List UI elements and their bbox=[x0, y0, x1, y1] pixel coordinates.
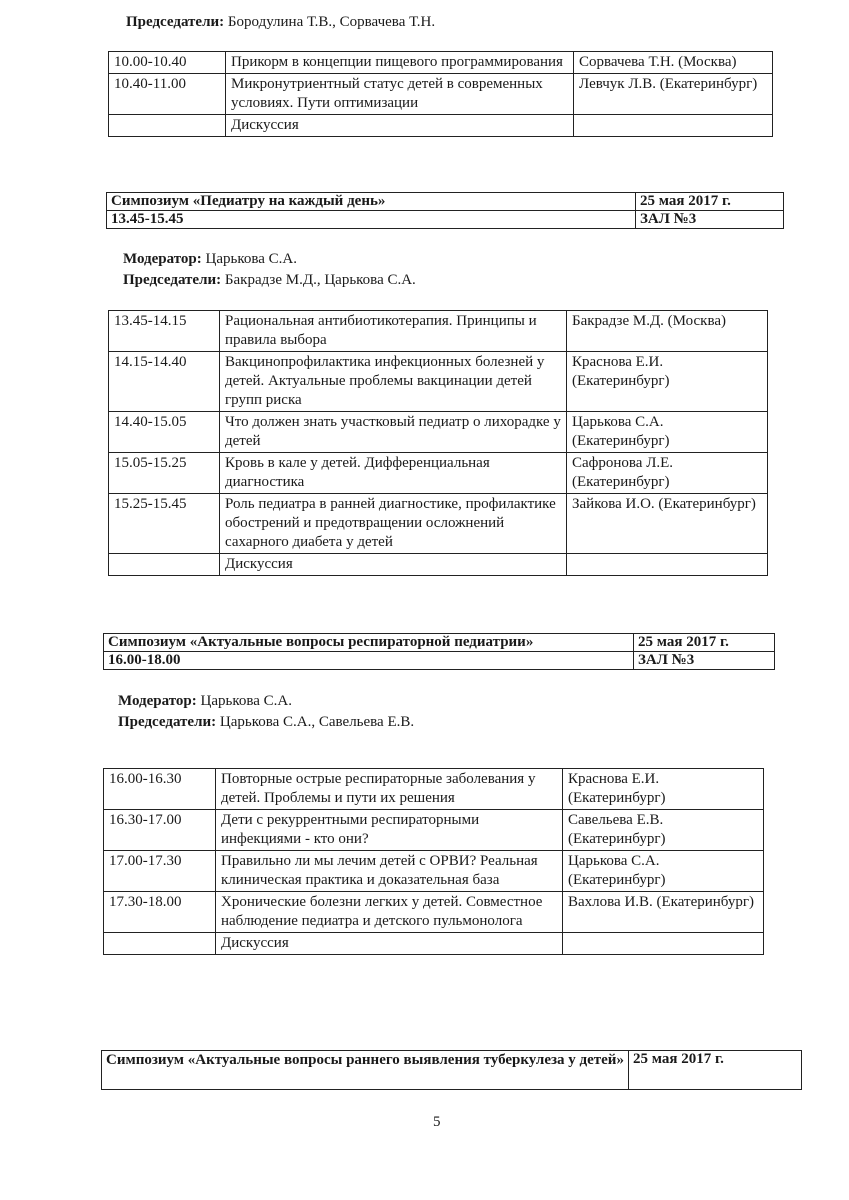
table-row bbox=[104, 892, 764, 933]
topic-cell: Кровь в кале у детей. Дифференциальная диагностика bbox=[220, 453, 567, 494]
symposium-title: Симпозиум «Педиатру на каждый день» bbox=[107, 193, 636, 211]
symposium-title: Симпозиум «Актуальные вопросы раннего выявления туберкулеза у детей» bbox=[102, 1051, 629, 1090]
speaker-cell: Вахлова И.В. (Екатеринбург) bbox=[563, 892, 764, 933]
program-table-2 bbox=[108, 310, 768, 576]
time-cell bbox=[109, 115, 226, 137]
topic-cell: Дискуссия bbox=[226, 115, 574, 137]
top-chairs-line bbox=[126, 13, 435, 32]
speaker-cell: Царькова С.А. (Екатеринбург) bbox=[563, 851, 764, 892]
speaker-cell bbox=[563, 933, 764, 955]
topic-cell: Вакцинопрофилактика инфекционных болезней у детей. Актуальные проблемы вакцинации детей групп риска bbox=[220, 352, 567, 412]
topic-cell: Дискуссия bbox=[216, 933, 563, 955]
moderator-line-2 bbox=[118, 692, 292, 711]
table-row bbox=[109, 74, 773, 115]
chairs-names: Бакрадзе М.Д., Царькова С.А. bbox=[224, 272, 416, 288]
topic-cell: Рациональная антибиотикотерапия. Принципы и правила выбора bbox=[220, 311, 567, 352]
moderator-label: Модератор: bbox=[123, 251, 202, 267]
symposium-date: 25 мая 2017 г. bbox=[629, 1051, 802, 1090]
speaker-cell: Сорвачева Т.Н. (Москва) bbox=[574, 52, 773, 74]
speaker-cell: Савельева Е.В. (Екатеринбург) bbox=[563, 810, 764, 851]
speaker-cell: Левчук Л.В. (Екатеринбург) bbox=[574, 74, 773, 115]
table-row bbox=[109, 412, 768, 453]
time-cell bbox=[104, 933, 216, 955]
table-row bbox=[109, 115, 773, 137]
chairs-label: Председатели: bbox=[126, 14, 225, 30]
chairs-names: Бородулина Т.В., Сорвачева Т.Н. bbox=[227, 14, 436, 30]
topic-cell: Микронутриентный статус детей в современных условиях. Пути оптимизации bbox=[226, 74, 574, 115]
speaker-cell: Царькова С.А. (Екатеринбург) bbox=[567, 412, 768, 453]
table-row bbox=[109, 554, 768, 576]
symposium-hall: ЗАЛ №3 bbox=[634, 652, 775, 670]
speaker-cell bbox=[567, 554, 768, 576]
symposium-title: Симпозиум «Актуальные вопросы респираторной педиатрии» bbox=[104, 634, 634, 652]
time-cell: 17.30-18.00 bbox=[104, 892, 216, 933]
topic-cell: Правильно ли мы лечим детей с ОРВИ? Реальная клиническая практика и доказательная база bbox=[216, 851, 563, 892]
symposium-date: 25 мая 2017 г. bbox=[634, 634, 775, 652]
topic-cell: Повторные острые респираторные заболевания у детей. Проблемы и пути их решения bbox=[216, 769, 563, 810]
chairs-label: Председатели: bbox=[118, 714, 217, 730]
speaker-cell: Краснова Е.И. (Екатеринбург) bbox=[563, 769, 764, 810]
program-table-3 bbox=[103, 768, 764, 955]
time-cell: 14.40-15.05 bbox=[109, 412, 220, 453]
topic-cell: Прикорм в концепции пищевого программирования bbox=[226, 52, 574, 74]
table-row bbox=[104, 769, 764, 810]
table-row bbox=[109, 453, 768, 494]
symposium-header-1 bbox=[106, 192, 784, 229]
table-row bbox=[109, 311, 768, 352]
table-row bbox=[109, 494, 768, 554]
time-cell: 10.00-10.40 bbox=[109, 52, 226, 74]
time-cell: 16.00-16.30 bbox=[104, 769, 216, 810]
topic-cell: Хронические болезни легких у детей. Совместное наблюдение педиатра и детского пульмонолога bbox=[216, 892, 563, 933]
moderator-name: Царькова С.А. bbox=[205, 251, 297, 267]
time-cell: 17.00-17.30 bbox=[104, 851, 216, 892]
time-cell: 10.40-11.00 bbox=[109, 74, 226, 115]
table-row bbox=[104, 851, 764, 892]
time-cell bbox=[109, 554, 220, 576]
topic-cell: Роль педиатра в ранней диагностике, профилактике обострений и предотвращении осложнений сахарного диабета у детей bbox=[220, 494, 567, 554]
time-cell: 15.25-15.45 bbox=[109, 494, 220, 554]
time-cell: 16.30-17.00 bbox=[104, 810, 216, 851]
symposium-hall: ЗАЛ №3 bbox=[636, 211, 784, 229]
time-cell: 15.05-15.25 bbox=[109, 453, 220, 494]
symposium-header-3 bbox=[101, 1050, 802, 1090]
moderator-line-1 bbox=[123, 250, 297, 269]
symposium-header-2 bbox=[103, 633, 775, 670]
moderator-name: Царькова С.А. bbox=[200, 693, 292, 709]
topic-cell: Дети с рекуррентными респираторными инфекциями - кто они? bbox=[216, 810, 563, 851]
table-row bbox=[109, 52, 773, 74]
symposium-date: 25 мая 2017 г. bbox=[636, 193, 784, 211]
speaker-cell bbox=[574, 115, 773, 137]
symposium-time: 13.45-15.45 bbox=[107, 211, 636, 229]
table-row bbox=[104, 810, 764, 851]
table-row bbox=[104, 933, 764, 955]
chairs-names: Царькова С.А., Савельева Е.В. bbox=[219, 714, 415, 730]
speaker-cell: Краснова Е.И. (Екатеринбург) bbox=[567, 352, 768, 412]
topic-cell: Что должен знать участковый педиатр о лихорадке у детей bbox=[220, 412, 567, 453]
chairs-label: Председатели: bbox=[123, 272, 222, 288]
chairs-line-1 bbox=[123, 271, 416, 290]
time-cell: 14.15-14.40 bbox=[109, 352, 220, 412]
page-number: 5 bbox=[433, 1114, 441, 1130]
symposium-time: 16.00-18.00 bbox=[104, 652, 634, 670]
speaker-cell: Бакрадзе М.Д. (Москва) bbox=[567, 311, 768, 352]
topic-cell: Дискуссия bbox=[220, 554, 567, 576]
moderator-label: Модератор: bbox=[118, 693, 197, 709]
program-table-1 bbox=[108, 51, 773, 137]
speaker-cell: Сафронова Л.Е. (Екатеринбург) bbox=[567, 453, 768, 494]
speaker-cell: Зайкова И.О. (Екатеринбург) bbox=[567, 494, 768, 554]
time-cell: 13.45-14.15 bbox=[109, 311, 220, 352]
chairs-line-2 bbox=[118, 713, 414, 732]
table-row bbox=[109, 352, 768, 412]
